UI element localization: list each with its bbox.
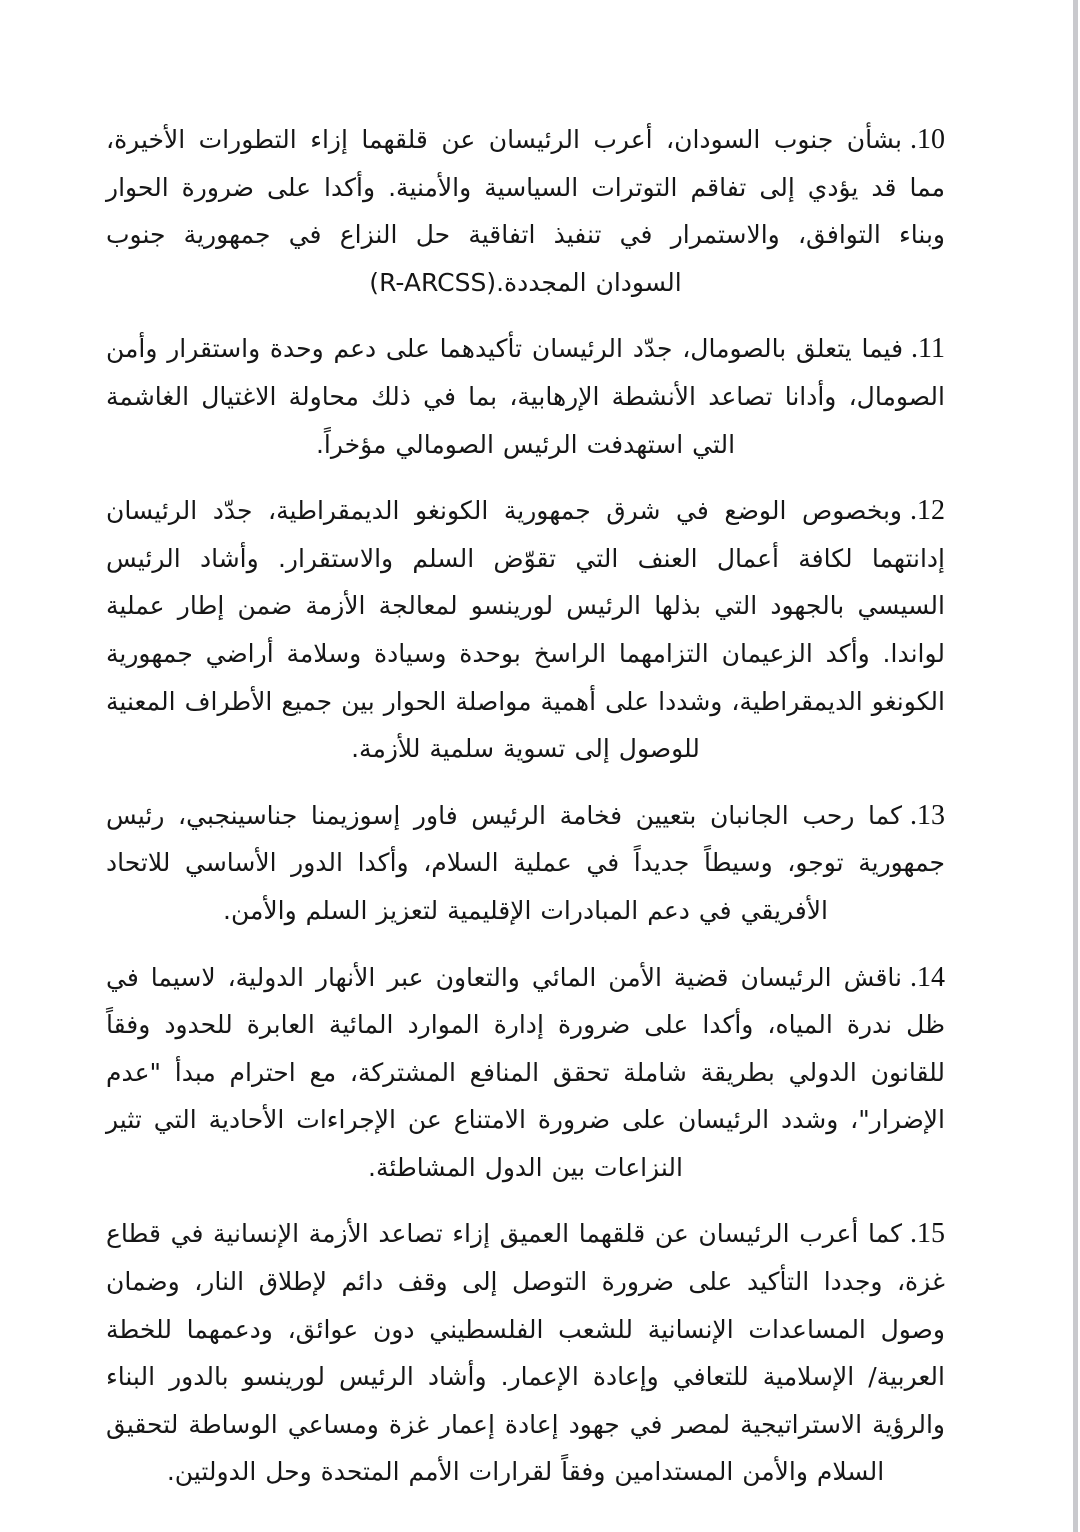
page-edge-line [1073, 0, 1078, 1532]
numbered-paragraph [106, 1210, 945, 1496]
paragraph-text: فيما يتعلق بالصومال، جدّد الرئيسان تأكيدهما على دعم وحدة واستقرار وأمن الصومال، وأدانا تصاعد الأنشطة الإرهابية، بما في ذلك محاولة الاغتيال الغاشمة التي استهدفت الرئيس الصومالي مؤخراً. [106, 334, 945, 459]
paragraph-number: 14. [910, 961, 945, 993]
paragraph-text: ناقش الرئيسان قضية الأمن المائي والتعاون عبر الأنهار الدولية، لاسيما في ظل ندرة المياه، وأكدا على ضرورة إدارة الموارد المائية العابرة للحدود وفقاً للقانون الدولي بطريقة شاملة تحقق المنافع المشتركة، مع احترام مبدأ "عدم الإضرار"، وشدد الرئيسان على ضرورة الامتناع عن الإجراءات الأحادية التي تثير النزاعات بين الدول المشاطئة. [106, 962, 945, 1182]
numbered-paragraph-list [106, 116, 945, 1515]
paragraph-number: 11. [911, 333, 945, 365]
paragraph-text: كما رحب الجانبان بتعيين فخامة الرئيس فاور إسوزيمنا جناسينجبي، رئيس جمهورية توجو، وسيطاً جديداً في عملية السلام، وأكدا الدور الأساسي للاتحاد الأفريقي في دعم المبادرات الإقليمية لتعزيز السلم والأمن. [106, 800, 945, 925]
numbered-paragraph [106, 116, 945, 306]
numbered-paragraph [106, 954, 945, 1192]
paragraph-number: 12. [910, 495, 945, 527]
paragraph-text: كما أعرب الرئيسان عن قلقهما العميق إزاء تصاعد الأزمة الإنسانية في قطاع غزة، وجددا التأكيد على ضرورة التوصل إلى وقف دائم لإطلاق النار، وضمان وصول المساعدات الإنسانية للشعب الفلسطيني دون عوائق، ودعمهما للخطة العربية/ الإسلامية للتعافي وإعادة الإعمار. وأشاد الرئيس لورينسو بالدور البناء والرؤية الاستراتيجية لمصر في جهود إعادة إعمار غزة ومساعي الوساطة لتحقيق السلام والأمن المستدامين وفقاً لقرارات الأمم المتحدة وحل الدولتين. [106, 1219, 945, 1487]
numbered-paragraph [106, 325, 945, 468]
paragraph-number: 10. [910, 124, 945, 155]
paragraph-number: 15. [910, 1218, 945, 1250]
paragraph-text: بشأن جنوب السودان، أعرب الرئيسان عن قلقهما إزاء التطورات الأخيرة، مما قد يؤدي إلى تفاقم التوترات السياسية والأمنية. وأكدا على ضرورة الحوار وبناء التوافق، والاستمرار في تنفيذ اتفاقية حل النزاع في جمهورية جنوب السودان المجددة.(R-ARCSS) [106, 125, 945, 297]
paragraph-text: وبخصوص الوضع في شرق جمهورية الكونغو الديمقراطية، جدّد الرئيسان إدانتهما لكافة أعمال العنف التي تقوّض السلم والاستقرار. وأشاد الرئيس السيسي بالجهود التي بذلها الرئيس لورينسو لمعالجة الأزمة ضمن إطار عملية لواندا. وأكد الزعيمان التزامهما الراسخ بوحدة وسيادة وسلامة أراضي جمهورية الكونغو الديمقراطية، وشددا على أهمية مواصلة الحوار بين جميع الأطراف المعنية للوصول إلى تسوية سلمية للأزمة. [106, 496, 945, 764]
paragraph-number: 13. [910, 799, 945, 831]
numbered-paragraph [106, 792, 945, 935]
numbered-paragraph [106, 487, 945, 773]
